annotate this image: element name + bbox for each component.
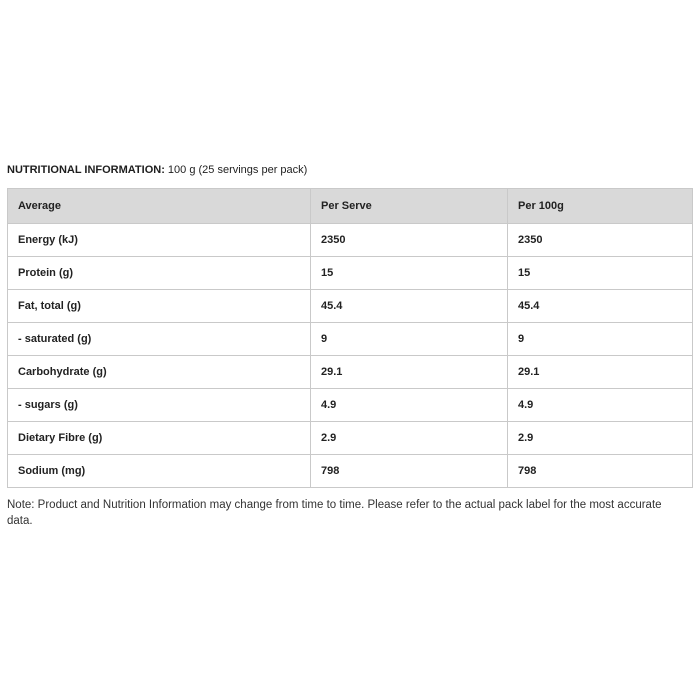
column-header-average: Average xyxy=(8,189,311,224)
per-serve-value: 798 xyxy=(311,455,508,488)
column-header-per-serve: Per Serve xyxy=(311,189,508,224)
per-100g-value: 4.9 xyxy=(508,389,693,422)
table-row xyxy=(8,389,693,422)
per-100g-value: 798 xyxy=(508,455,693,488)
nutrient-name: Carbohydrate (g) xyxy=(8,356,311,389)
nutrient-name: - sugars (g) xyxy=(8,389,311,422)
nutrient-name: - saturated (g) xyxy=(8,323,311,356)
nutrition-panel xyxy=(7,163,693,529)
table-row xyxy=(8,323,693,356)
per-serve-value: 9 xyxy=(311,323,508,356)
heading-label: NUTRITIONAL INFORMATION: xyxy=(7,164,165,176)
per-serve-value: 15 xyxy=(311,257,508,290)
heading-detail: 100 g (25 servings per pack) xyxy=(167,164,308,176)
per-100g-value: 15 xyxy=(508,257,693,290)
per-100g-value: 2350 xyxy=(508,224,693,257)
table-row xyxy=(8,257,693,290)
per-serve-value: 4.9 xyxy=(311,389,508,422)
nutrient-name: Energy (kJ) xyxy=(8,224,311,257)
nutrient-name: Protein (g) xyxy=(8,257,311,290)
per-serve-value: 45.4 xyxy=(311,290,508,323)
table-row xyxy=(8,422,693,455)
column-header-per-100g: Per 100g xyxy=(508,189,693,224)
table-row xyxy=(8,455,693,488)
nutrient-name: Dietary Fibre (g) xyxy=(8,422,311,455)
table-row xyxy=(8,356,693,389)
nutrition-table xyxy=(7,188,693,488)
nutrient-name: Fat, total (g) xyxy=(8,290,311,323)
disclaimer-note: Note: Product and Nutrition Information may change from time to time. Please refer to the actual pack label for the most accurate data. xyxy=(7,499,662,527)
table-header-row xyxy=(8,189,693,224)
per-100g-value: 2.9 xyxy=(508,422,693,455)
table-row xyxy=(8,290,693,323)
nutrient-name: Sodium (mg) xyxy=(8,455,311,488)
per-serve-value: 2.9 xyxy=(311,422,508,455)
per-100g-value: 29.1 xyxy=(508,356,693,389)
nutrition-heading xyxy=(7,163,693,177)
per-100g-value: 9 xyxy=(508,323,693,356)
per-serve-value: 2350 xyxy=(311,224,508,257)
per-100g-value: 45.4 xyxy=(508,290,693,323)
per-serve-value: 29.1 xyxy=(311,356,508,389)
table-row xyxy=(8,224,693,257)
